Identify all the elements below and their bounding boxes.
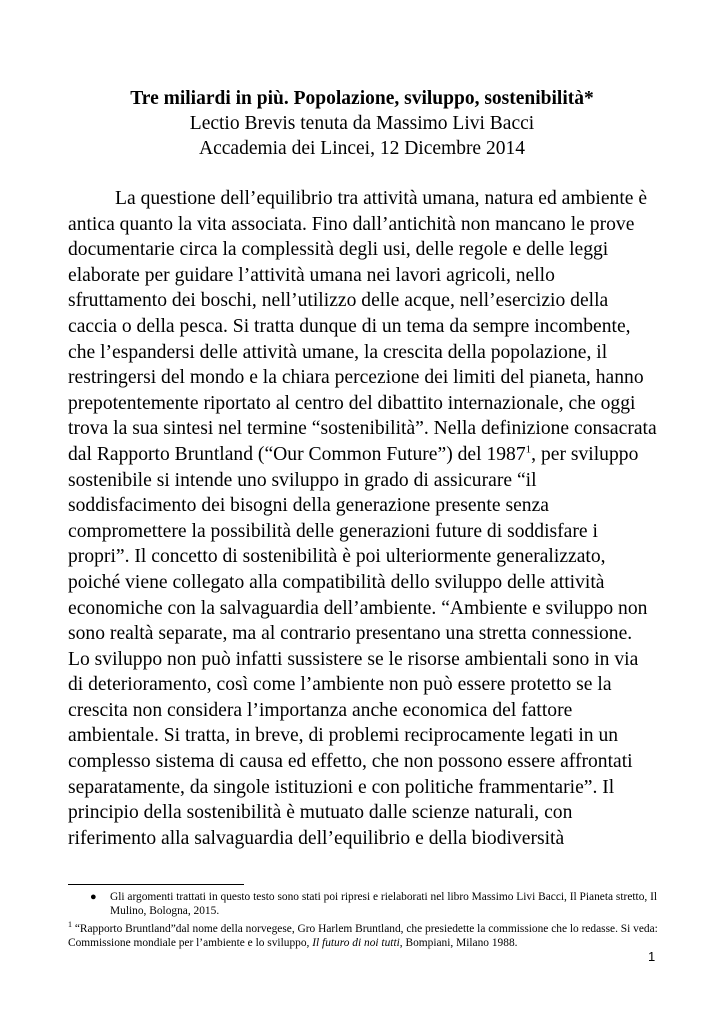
page-number: 1: [648, 949, 656, 964]
footnote-separator: [68, 884, 244, 885]
body-text-part2: , per sviluppo sostenibile si intende uno sviluppo in grado di assicurare “il soddisfacimento dei bisogni della generazione presente senza compromettere la possibilità delle generazioni future di soddisfare i propri”. Il concetto di sostenibilità è poi ulteriormente generalizzato, poiché viene collegato alla compatibilità dello sviluppo delle attività economiche con la salvaguardia dell’ambiente. “Ambiente e sviluppo non sono realtà separate, ma al contrario presentano una stretta connessione. Lo sviluppo non può infatti sussistere se le risorse ambientali sono in via di deterioramento, così come l’ambiente non può essere protetto se la crescita non considera l’importanza anche economica del fattore ambientale. Si tratta, in breve, di problemi reciprocamente legati in un complesso sistema di causa ed effetto, che non possono essere affrontati separatamente, da singole istituzioni e con politiche frammentarie”. Il principio della sostenibilità è mutuato dalle scienze naturali, con riferimento alla salvaguardia dell’equilibrio e della biodiversità: [68, 443, 648, 849]
bullet-icon: ●: [90, 891, 97, 903]
document-title: Tre miliardi in più. Popolazione, sviluppo, sostenibilità*: [130, 88, 594, 109]
venue-date: Accademia dei Lincei, 12 Dicembre 2014: [199, 138, 525, 159]
footnote-1-book-title: , Il futuro di noi tutti: [306, 936, 400, 949]
footnote-star: [68, 891, 658, 918]
lecture-subtitle: Lectio Brevis tenuta da Massimo Livi Bacci: [189, 113, 535, 134]
body-paragraph: [68, 186, 658, 851]
footnote-1-publisher: , Bompiani, Milano 1988.: [399, 936, 518, 949]
footnote-1-marker: 1: [68, 920, 72, 930]
footnote-reference: 1: [525, 443, 532, 456]
footnote-1: [68, 918, 658, 950]
footnotes: [68, 891, 658, 950]
document-header: [0, 86, 724, 161]
footnote-1-text: “Rapporto Bruntland”dal nome della norvegese, Gro Harlem Bruntland, che presiedette la commissione che lo redasse. Si veda: Commissione mondiale per l’ambiente e lo sviluppo: [68, 922, 658, 949]
body-text-part1: La questione dell’equilibrio tra attività umana, natura ed ambiente è antica quanto la vita associata. Fino dall’antichità non mancano le prove documentarie circa la complessità degli usi, delle regole e delle leggi elaborate per guidare l’attività umana nei lavori agricoli, nello sfruttamento dei boschi, nell’utilizzo delle acque, nell’esercizio della caccia o della pesca. Si tratta dunque di un tema da sempre incombente, che l’espandersi delle attività umane, la crescita della popolazione, il restringersi del mondo e la chiara percezione dei limiti del pianeta, hanno prepotentemente riportato al centro del dibattito internazionale, che oggi trova la sua sintesi nel termine “sostenibilità”. Nella definizione consacrata dal Rapporto Bruntland (“Our Common Future”) del 1987: [68, 188, 657, 465]
footnote-star-text: Gli argomenti trattati in questo testo sono stati poi ripresi e rielaborati nel libro Massimo Livi Bacci, Il Pianeta stretto, Il Mulino, Bologna, 2015.: [110, 891, 658, 917]
